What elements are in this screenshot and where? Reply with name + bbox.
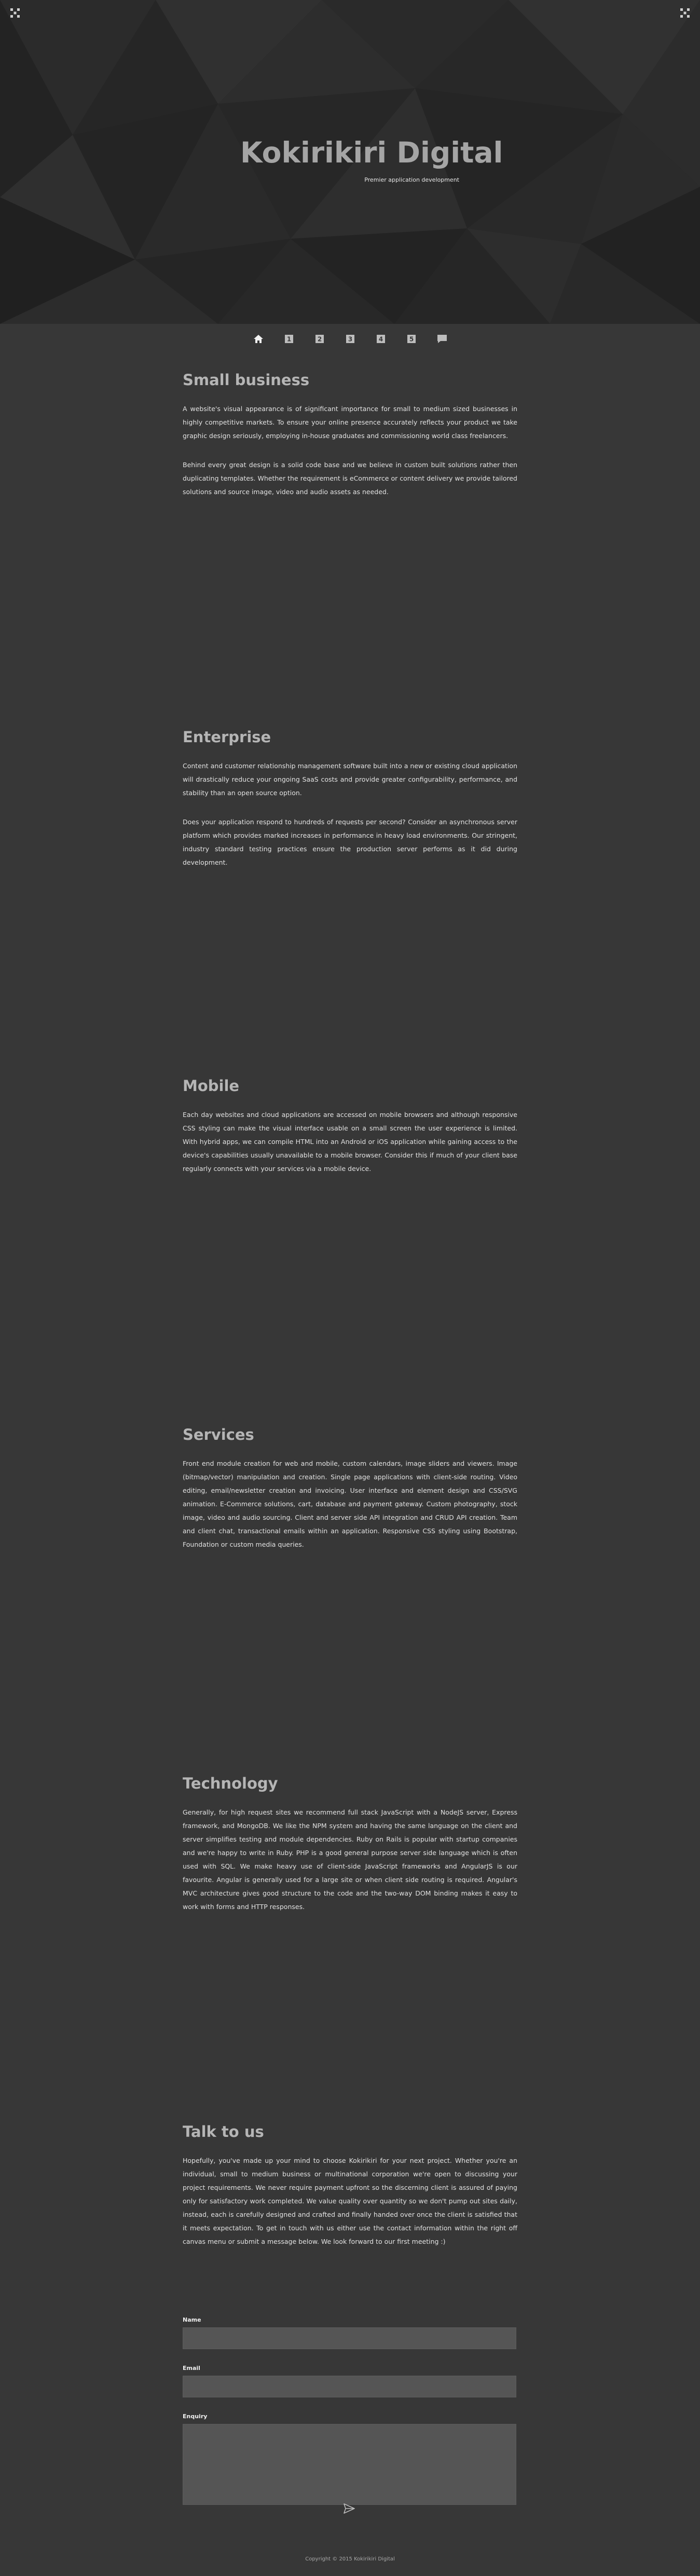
svg-text:3: 3: [348, 335, 352, 343]
section-title: Technology: [183, 1775, 278, 1792]
section-paragraph: A website's visual appearance is of significant importance for small to medium sized businesses in highly competitive markets. To ensure your online presence accurately reflects your product we take graphic design seriously, employing in-house graduates and commissioning world class freelancers.: [183, 405, 517, 440]
email-field[interactable]: [183, 2376, 516, 2397]
number-2-icon[interactable]: [313, 333, 326, 345]
svg-text:2: 2: [317, 335, 322, 343]
hero-banner: [0, 0, 700, 324]
section-title: Enterprise: [183, 728, 271, 746]
send-icon: [344, 2503, 355, 2514]
send-button[interactable]: [342, 2501, 356, 2516]
section-title: Small business: [183, 371, 310, 389]
section-title: Services: [183, 1426, 254, 1443]
section-paragraph: Each day websites and cloud applications are accessed on mobile browsers and although responsive CSS styling can make the visual interface usable on a small screen the user experience is limited. With hybrid apps, we can compile HTML into an Android or iOS application while gaining access to the device's capabilities usually unavailable to a mobile browser. Consider this if much of your client base regularly connects with your services via a mobile device.: [183, 1111, 517, 1173]
section-paragraph: Content and customer relationship management software built into a new or existing cloud application will drastically reduce your ongoing SaaS costs and provide greater configurability, performance, and stability than an open source option.: [183, 762, 517, 797]
svg-text:5: 5: [409, 335, 414, 343]
site-title: Kokirikiri Digital: [240, 136, 503, 169]
section-nav: [0, 324, 700, 354]
site-tagline: Premier application development: [364, 176, 459, 183]
svg-text:4: 4: [378, 335, 383, 343]
section-services: [183, 1426, 517, 1567]
name-field[interactable]: [183, 2327, 516, 2349]
section-title: Talk to us: [183, 2123, 264, 2141]
section-technology: [183, 1775, 517, 1929]
number-5-icon[interactable]: [405, 333, 418, 345]
enquiry-field[interactable]: [183, 2424, 516, 2505]
chat-icon[interactable]: [436, 333, 448, 345]
section-paragraph: Hopefully, you've made up your mind to choose Kokirikiri for your next project. Whether you're an individual, small to medium business or multinational corporation we're open to discussing your project requirements. We never require payment upfront so the discerning client is assured of paying only for satisfactory work completed. We value quality over quantity so we don't pump out sites daily, instead, each is carefully designed and crafted and finally handed over once the client is satisfied that it meets expectation. To get in touch with us either use the contact information within the right off canvas menu or submit a message below. We look forward to our first meeting :): [183, 2157, 517, 2245]
enquiry-label: Enquiry: [183, 2413, 208, 2420]
name-label: Name: [183, 2316, 201, 2323]
section-mobile: [183, 1077, 517, 1191]
number-3-icon[interactable]: [344, 333, 356, 345]
grid-icon[interactable]: [679, 7, 691, 19]
svg-text:1: 1: [286, 335, 291, 343]
section-paragraph: Front end module creation for web and mobile, custom calendars, image sliders and viewers. Image (bitmap/vector) manipulation and creation. Single page applications with client-side routing. Video editing, email/newsletter creation and invoicing. User interface and element design and CSS/SVG animation. E-Commerce solutions, cart, database and payment gateway. Custom photography, stock image, video and audio sourcing. Client and server side API integration and CRUD API creation. Team and client chat, transactional emails within an application. Responsive CSS styling using Bootstrap, Foundation or custom media queries.: [183, 1460, 517, 1548]
email-label: Email: [183, 2365, 200, 2371]
section-small-business: [183, 371, 517, 514]
section-title: Mobile: [183, 1077, 240, 1095]
number-4-icon[interactable]: [375, 333, 387, 345]
section-paragraph: Behind every great design is a solid code base and we believe in custom built solutions rather then duplicating templates. Whether the requirement is eCommerce or content delivery we provide tailored solutions and source image, video and audio assets as needed.: [183, 461, 517, 496]
section-enterprise: [183, 728, 517, 885]
home-icon[interactable]: [252, 333, 265, 345]
number-1-icon[interactable]: [283, 333, 295, 345]
section-paragraph: Generally, for high request sites we recommend full stack JavaScript with a NodeJS server, Express framework, and MongoDB. We like the NPM system and having the same language on the client and server simplifies testing and module dependencies. Ruby on Rails is popular with startup companies and we're happy to write in Ruby. PHP is a good general purpose server side language which is often used with SQL. We make heavy use of client-side JavaScript frameworks and AngularJS is our favourite. Angular is generally used for a large site or when client side routing is required. Angular's MVC architecture gives good structure to the code and the two-way DOM binding makes it easy to work with forms and HTTP responses.: [183, 1808, 517, 1911]
grid-icon[interactable]: [9, 7, 21, 19]
contact-form: [183, 2316, 517, 2515]
footer-copyright: Copyright © 2015 Kokirikiri Digital: [305, 2556, 395, 2562]
section-talk-to-us: [183, 2123, 517, 2264]
section-paragraph: Does your application respond to hundreds of requests per second? Consider an asynchronous server platform which provides marked increases in performance in heavy load environments. Our stringent, industry standard testing practices ensure the production server performs as it did during development.: [183, 818, 517, 866]
